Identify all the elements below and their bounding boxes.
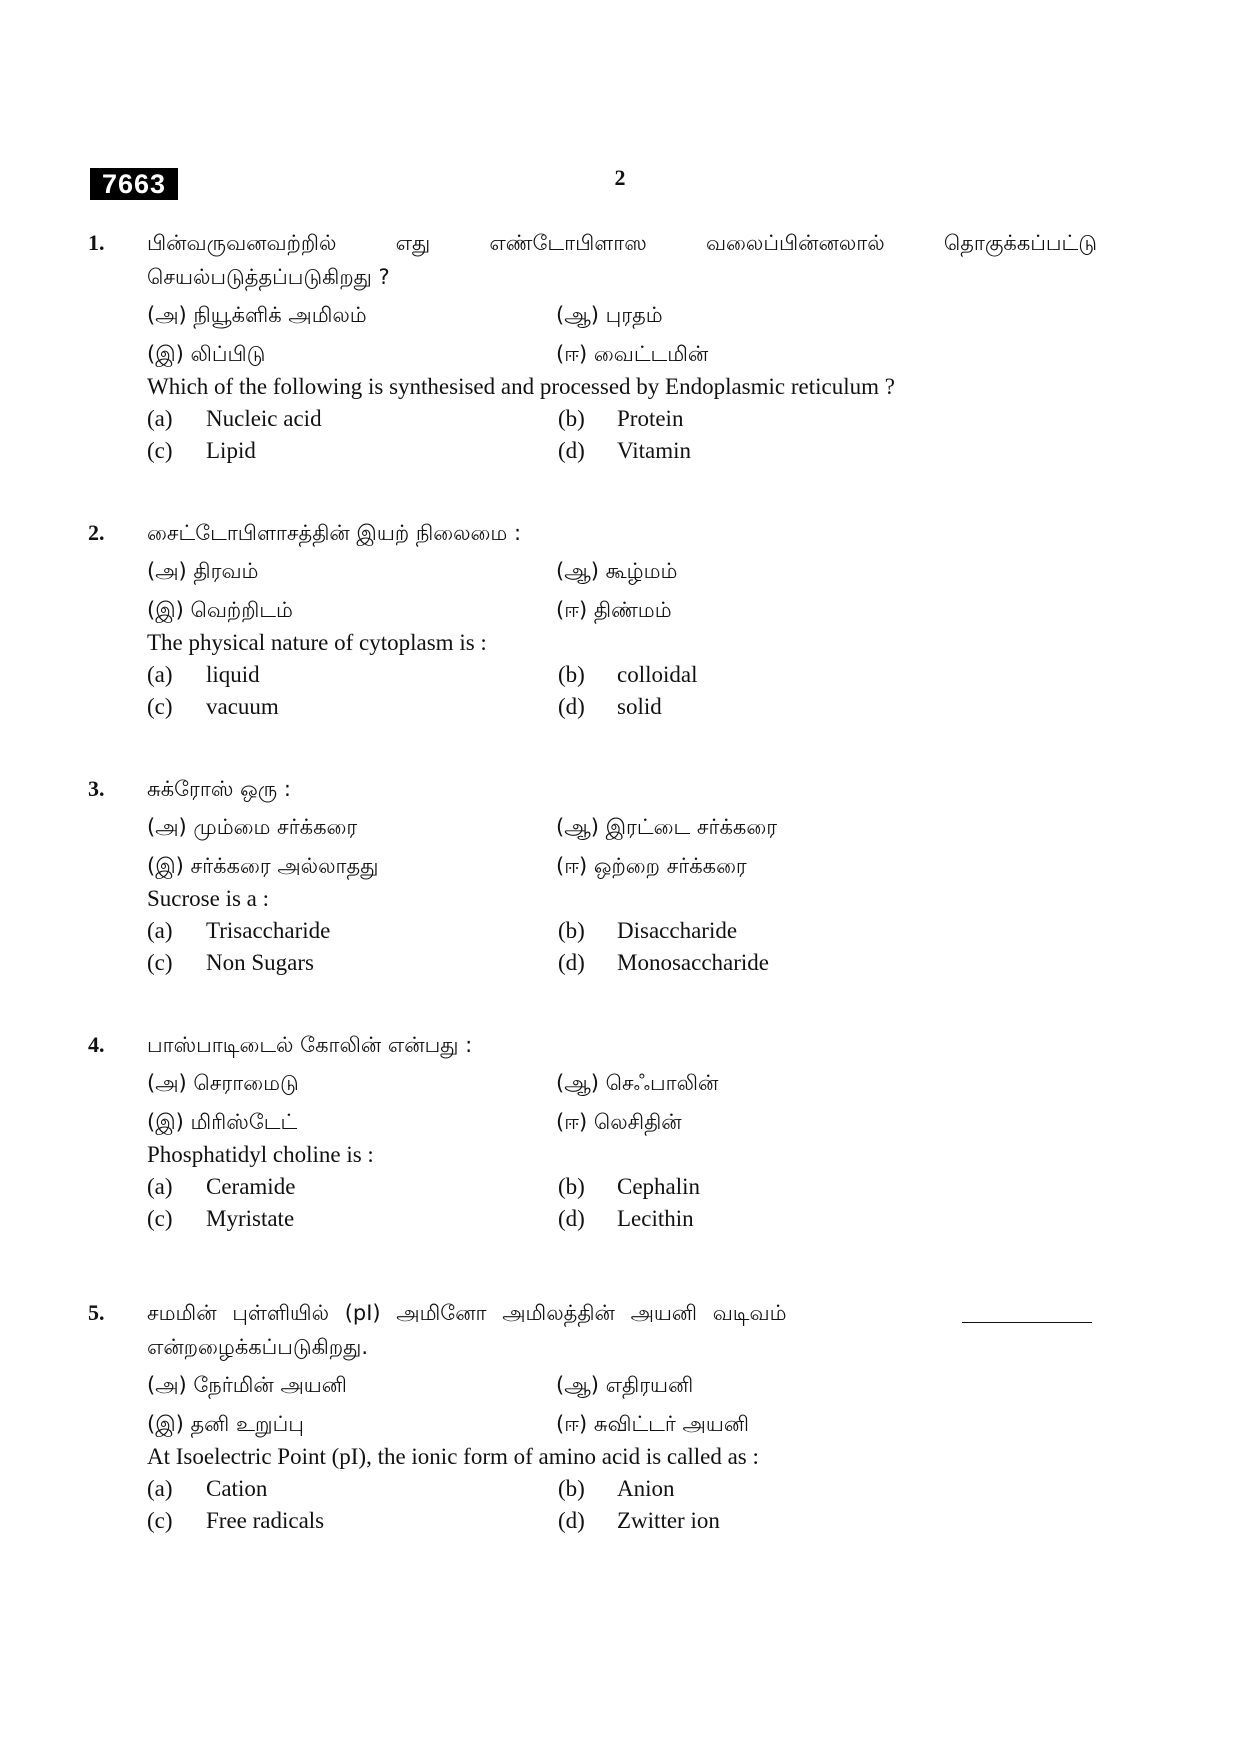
option-a-text: Trisaccharide [206, 918, 331, 943]
option-a-label: (a) [147, 406, 173, 431]
option-c-label: (c) [147, 1508, 173, 1533]
english-question-stem: Sucrose is a : [147, 886, 270, 911]
option-a-label: (a) [147, 1174, 173, 1199]
tamil-option-d: (ஈ) ஒற்றை சர்க்கரை [556, 854, 747, 878]
paper-code-badge: 7663 [90, 168, 178, 200]
english-question-stem: The physical nature of cytoplasm is : [147, 630, 487, 655]
tamil-option-c: (இ) லிப்பிடு [147, 342, 266, 366]
option-b-label: (b) [558, 1174, 585, 1199]
option-b-text: colloidal [617, 662, 698, 687]
tamil-question-stem-line-1: சமமின் புள்ளியில் (pI) அமினோ அமிலத்தின் அயனி வடிவம் [147, 1301, 787, 1325]
tamil-option-b: (ஆ) புரதம் [556, 303, 663, 327]
tamil-question-stem: சுக்ரோஸ் ஒரு : [147, 777, 291, 801]
question-number: 4. [88, 1032, 105, 1057]
option-a-text: Cation [206, 1476, 268, 1501]
option-b-label: (b) [558, 662, 585, 687]
tamil-option-d: (ஈ) வைட்டமின் [556, 342, 709, 366]
tamil-option-a: (அ) மும்மை சர்க்கரை [147, 815, 358, 839]
option-a-label: (a) [147, 918, 173, 943]
option-b-text: Disaccharide [617, 918, 738, 943]
option-c-label: (c) [147, 1206, 173, 1231]
question-number: 3. [88, 776, 105, 801]
tamil-question-stem: சைட்டோபிளாசத்தின் இயற் நிலைமை : [147, 521, 522, 545]
option-c-text: Non Sugars [206, 950, 314, 975]
option-c-label: (c) [147, 950, 173, 975]
tamil-option-b: (ஆ) இரட்டை சர்க்கரை [556, 815, 778, 839]
tamil-option-a: (அ) திரவம் [147, 559, 259, 583]
question-number: 5. [88, 1300, 105, 1325]
tamil-option-c: (இ) வெற்றிடம் [147, 598, 293, 622]
tamil-option-c: (இ) சர்க்கரை அல்லாதது [147, 854, 379, 878]
option-b-text: Anion [617, 1476, 675, 1501]
option-d-text: Monosaccharide [617, 950, 769, 975]
option-c-text: vacuum [206, 694, 279, 719]
option-a-text: liquid [206, 662, 260, 687]
tamil-option-b: (ஆ) எதிரயனி [556, 1373, 694, 1397]
option-b-text: Protein [617, 406, 684, 431]
option-d-text: solid [617, 694, 662, 719]
english-question-stem: Which of the following is synthesised and processed by Endoplasmic reticulum ? [147, 374, 895, 399]
question-number: 2. [88, 520, 105, 545]
option-a-text: Ceramide [206, 1174, 296, 1199]
tamil-option-a: (அ) நேர்மின் அயனி [147, 1373, 347, 1397]
tamil-question-stem: பின்வருவனவற்றில் எது எண்டோபிளாஸ வலைப்பின்னலால் தொகுக்கப்பட்டு செயல்படுத்தப்படுகிறது ? [147, 231, 1097, 289]
option-d-text: Lecithin [617, 1206, 694, 1231]
option-b-label: (b) [558, 918, 585, 943]
option-c-text: Free radicals [206, 1508, 325, 1533]
tamil-option-c: (இ) மிரிஸ்டேட் [147, 1110, 298, 1134]
option-a-text: Nucleic acid [206, 406, 322, 431]
option-b-label: (b) [558, 406, 585, 431]
option-d-label: (d) [558, 950, 585, 975]
option-c-label: (c) [147, 694, 173, 719]
tamil-option-a: (அ) செராமைடு [147, 1071, 299, 1095]
option-c-text: Lipid [206, 438, 256, 463]
tamil-option-d: (ஈ) லெசிதின் [556, 1110, 682, 1134]
tamil-option-b: (ஆ) செஃபாலின் [556, 1071, 719, 1095]
option-d-label: (d) [558, 694, 585, 719]
tamil-option-d: (ஈ) திண்மம் [556, 598, 672, 622]
option-b-text: Cephalin [617, 1174, 701, 1199]
tamil-option-c: (இ) தனி உறுப்பு [147, 1412, 304, 1436]
answer-blank [962, 1302, 1092, 1323]
option-d-label: (d) [558, 438, 585, 463]
option-d-text: Vitamin [617, 438, 691, 463]
option-b-label: (b) [558, 1476, 585, 1501]
tamil-question-stem: பாஸ்பாடிடைல் கோலின் என்பது : [147, 1033, 473, 1057]
tamil-question-stem-line-2: என்றழைக்கப்படுகிறது. [147, 1335, 369, 1359]
tamil-option-a: (அ) நியூக்ளிக் அமிலம் [147, 303, 367, 327]
page-number: 2 [614, 165, 626, 190]
option-c-label: (c) [147, 438, 173, 463]
option-d-text: Zwitter ion [617, 1508, 720, 1533]
option-a-label: (a) [147, 662, 173, 687]
tamil-option-d: (ஈ) சுவிட்டர் அயனி [556, 1412, 749, 1436]
option-a-label: (a) [147, 1476, 173, 1501]
option-d-label: (d) [558, 1508, 585, 1533]
english-question-stem: Phosphatidyl choline is : [147, 1142, 374, 1167]
english-question-stem: At Isoelectric Point (pI), the ionic form of amino acid is called as : [147, 1444, 759, 1469]
question-number: 1. [88, 230, 105, 255]
option-c-text: Myristate [206, 1206, 295, 1231]
tamil-option-b: (ஆ) கூழ்மம் [556, 559, 678, 583]
option-d-label: (d) [558, 1206, 585, 1231]
